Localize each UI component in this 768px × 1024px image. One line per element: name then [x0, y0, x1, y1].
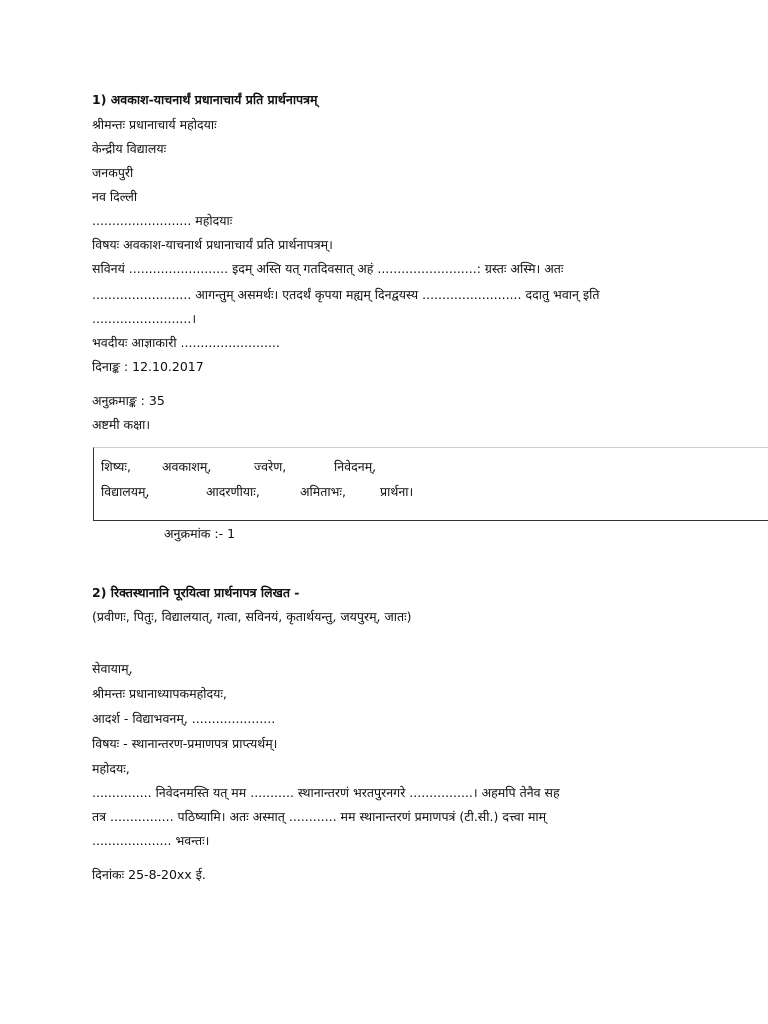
addressee-line: श्रीमन्तः प्रधानाचार्य महोदयाः [92, 117, 217, 132]
body-line-2: तत्र ................ पठिष्यामि। अतः अस्मात् ............ मम स्थानान्तरणं प्रमाणपत्रं (टी.सी.) दत्त्वा माम् [92, 809, 547, 824]
addressee-line: श्रीमन्तः प्रधानाध्यापकमहोदयः, [92, 686, 227, 701]
roll-number-line: अनुक्रमाङ्क : 35 [92, 393, 165, 408]
body-line-2: ......................... आगन्तुम् असमर्थः। एतदर्थं कृपया मह्यम् दिनद्वयस्य ......................... ददातु भवान् इति [92, 287, 600, 302]
salutation-line: ......................... महोदयाः [92, 213, 233, 228]
date-line: दिनांकः 25-8-20xx ई. [92, 867, 206, 882]
word-bank-item: ज्वरेण, [254, 459, 287, 474]
subject-line: विषयः अवकाश-याचनार्थ प्रधानाचार्यं प्रति प्रार्थनापत्रम्। [92, 237, 333, 252]
locality-line: जनकपुरी [92, 165, 134, 180]
body-line-3: .................... भवन्तः। [92, 833, 210, 848]
greeting-line: सेवायाम्, [92, 661, 133, 676]
word-bank-item: अमिताभः, [300, 484, 346, 499]
serial-note: अनुक्रमांक :- 1 [164, 526, 236, 541]
city-line: नव दिल्ली [92, 189, 138, 204]
word-bank-item: शिष्यः, [101, 459, 131, 474]
section1-heading: 1) अवकाश-याचनार्थं प्रधानाचार्यं प्रति प्रार्थनापत्रम् [92, 92, 318, 107]
body-line-1: ............... निवेदनमस्ति यत् मम ........... स्थानान्तरणं भरतपुरनगरे ................। अहमपि तेनैव सह [92, 785, 560, 800]
word-bank-item: आदरणीयाः, [206, 484, 260, 499]
word-bank-item: अवकाशम्, [162, 459, 212, 474]
salutation-line: महोदयः, [92, 761, 130, 776]
subject-line: विषयः - स्थानान्तरण-प्रमाणपत्र प्राप्त्यर्थम्। [92, 736, 278, 751]
body-line-1: सविनयं ......................... इदम् अस्ति यत् गतदिवसात् अहं .........................: ग्रस्तः अस्मि। अतः [92, 261, 564, 276]
section2-heading: 2) रिक्तस्थानानि पूरयित्वा प्रार्थनापत्र लिखत - [92, 585, 300, 600]
school-line: आदर्श - विद्याभवनम्, ..................... [92, 711, 276, 726]
word-bank-item: निवेदनम्, [334, 459, 377, 474]
body-line-3: .........................। [92, 311, 197, 326]
signoff-line: भवदीयः आज्ञाकारी ......................... [92, 335, 280, 350]
word-bank-item: विद्यालयम्, [101, 484, 150, 499]
word-bank-item: प्रार्थना। [380, 484, 414, 499]
word-bank-box [93, 447, 768, 521]
word-hint: (प्रवीणः, पितुः, विद्यालयात्, गत्वा, सविनयं, कृतार्थयन्तु, जयपुरम्, जातः) [92, 609, 412, 624]
class-line: अष्टमी कक्षा। [92, 417, 151, 432]
date-line: दिनाङ्क : 12.10.2017 [92, 359, 204, 374]
school-line: केन्द्रीय विद्यालयः [92, 141, 167, 156]
